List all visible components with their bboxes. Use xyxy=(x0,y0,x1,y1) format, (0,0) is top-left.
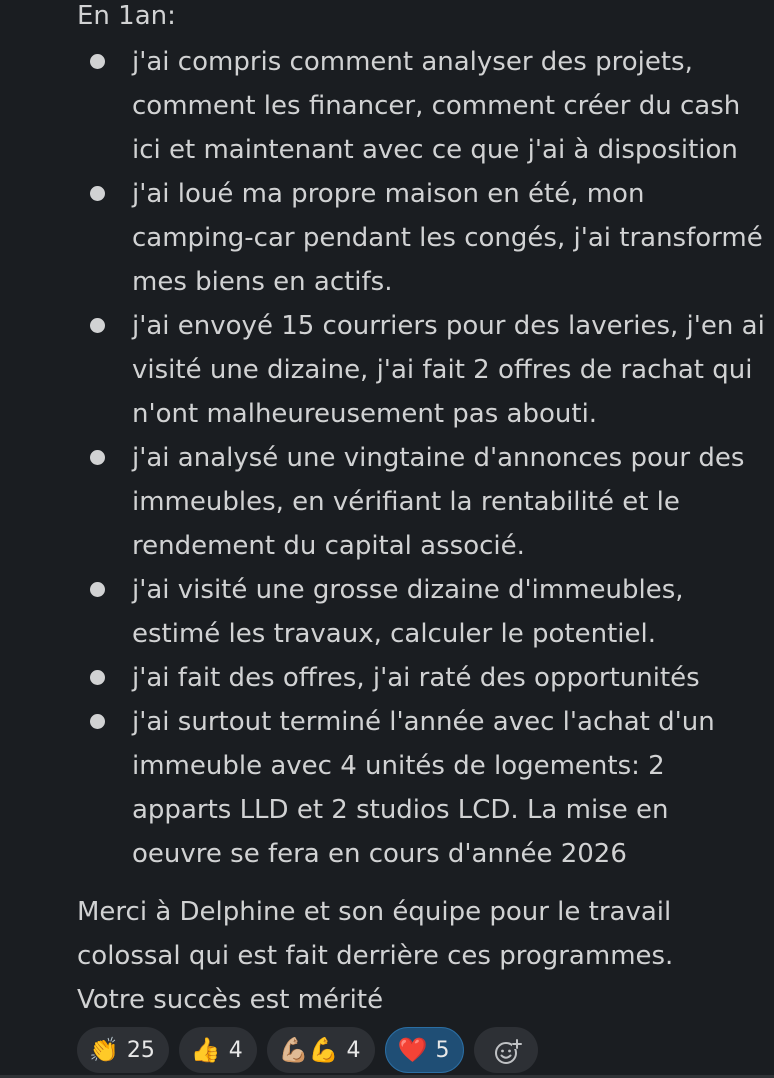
bullet-icon xyxy=(90,186,105,201)
message-outro: Merci à Delphine et son équipe pour le travail colossal qui est fait derrière ces programmes. Votre succès est mérité xyxy=(77,897,674,1015)
list-item xyxy=(0,700,774,876)
reaction-count: 5 xyxy=(435,1037,450,1063)
bullet-icon xyxy=(90,714,105,729)
red-heart-icon: ❤️ xyxy=(397,1036,428,1064)
bullet-icon xyxy=(90,318,105,333)
list-item-text: j'ai analysé une vingtaine d'annonces pour des immeubles, en vérifiant la rentabilité et le rendement du capital associé. xyxy=(132,443,745,561)
list-item xyxy=(0,304,774,436)
list-item xyxy=(0,436,774,568)
list-item xyxy=(0,568,774,656)
list-item xyxy=(0,656,774,700)
reaction-clapping-hands-button[interactable] xyxy=(77,1027,169,1073)
reaction-count: 4 xyxy=(228,1037,243,1063)
thumbs-up-icon: 👍 xyxy=(190,1036,221,1064)
reaction-count: 25 xyxy=(126,1037,155,1063)
list-item-text: j'ai fait des offres, j'ai raté des opportunités xyxy=(132,663,700,693)
list-item-text: j'ai compris comment analyser des projets, comment les financer, comment créer du cash ici et maintenant avec ce que j'ai à disposition xyxy=(132,47,741,165)
add-reaction-icon xyxy=(493,1037,519,1063)
reaction-thumbs-up-button[interactable] xyxy=(179,1027,257,1073)
list-item-text: j'ai loué ma propre maison en été, mon camping-car pendant les congés, j'ai transformé mes biens en actifs. xyxy=(132,179,763,297)
bullet-icon xyxy=(90,582,105,597)
list-item-text: j'ai visité une grosse dizaine d'immeubles, estimé les travaux, calculer le potentiel. xyxy=(132,575,684,649)
list-item-text: j'ai surtout terminé l'année avec l'achat d'un immeuble avec 4 unités de logements: 2 apparts LLD et 2 studios LCD. La mise en oeuvre se fera en cours d'année 2026 xyxy=(132,707,715,869)
bullet-icon xyxy=(90,54,105,69)
add-reaction-button[interactable] xyxy=(474,1027,538,1073)
achievement-list xyxy=(0,40,774,876)
reaction-count: 4 xyxy=(346,1037,361,1063)
list-item xyxy=(0,40,774,172)
clapping-hands-icon: 👏 xyxy=(89,1036,119,1064)
flexed-biceps-icon: 💪🏼💪 xyxy=(278,1036,339,1064)
bullet-icon xyxy=(90,450,105,465)
list-item-text: j'ai envoyé 15 courriers pour des laveries, j'en ai visité une dizaine, j'ai fait 2 offres de rachat qui n'ont malheureusement pas abouti. xyxy=(132,311,765,429)
reaction-bar xyxy=(77,1027,538,1073)
reaction-flexed-biceps-button[interactable] xyxy=(267,1027,375,1073)
list-item xyxy=(0,172,774,304)
bullet-icon xyxy=(90,670,105,685)
message-intro: En 1an: xyxy=(77,1,176,31)
reaction-red-heart-button[interactable] xyxy=(385,1027,465,1073)
